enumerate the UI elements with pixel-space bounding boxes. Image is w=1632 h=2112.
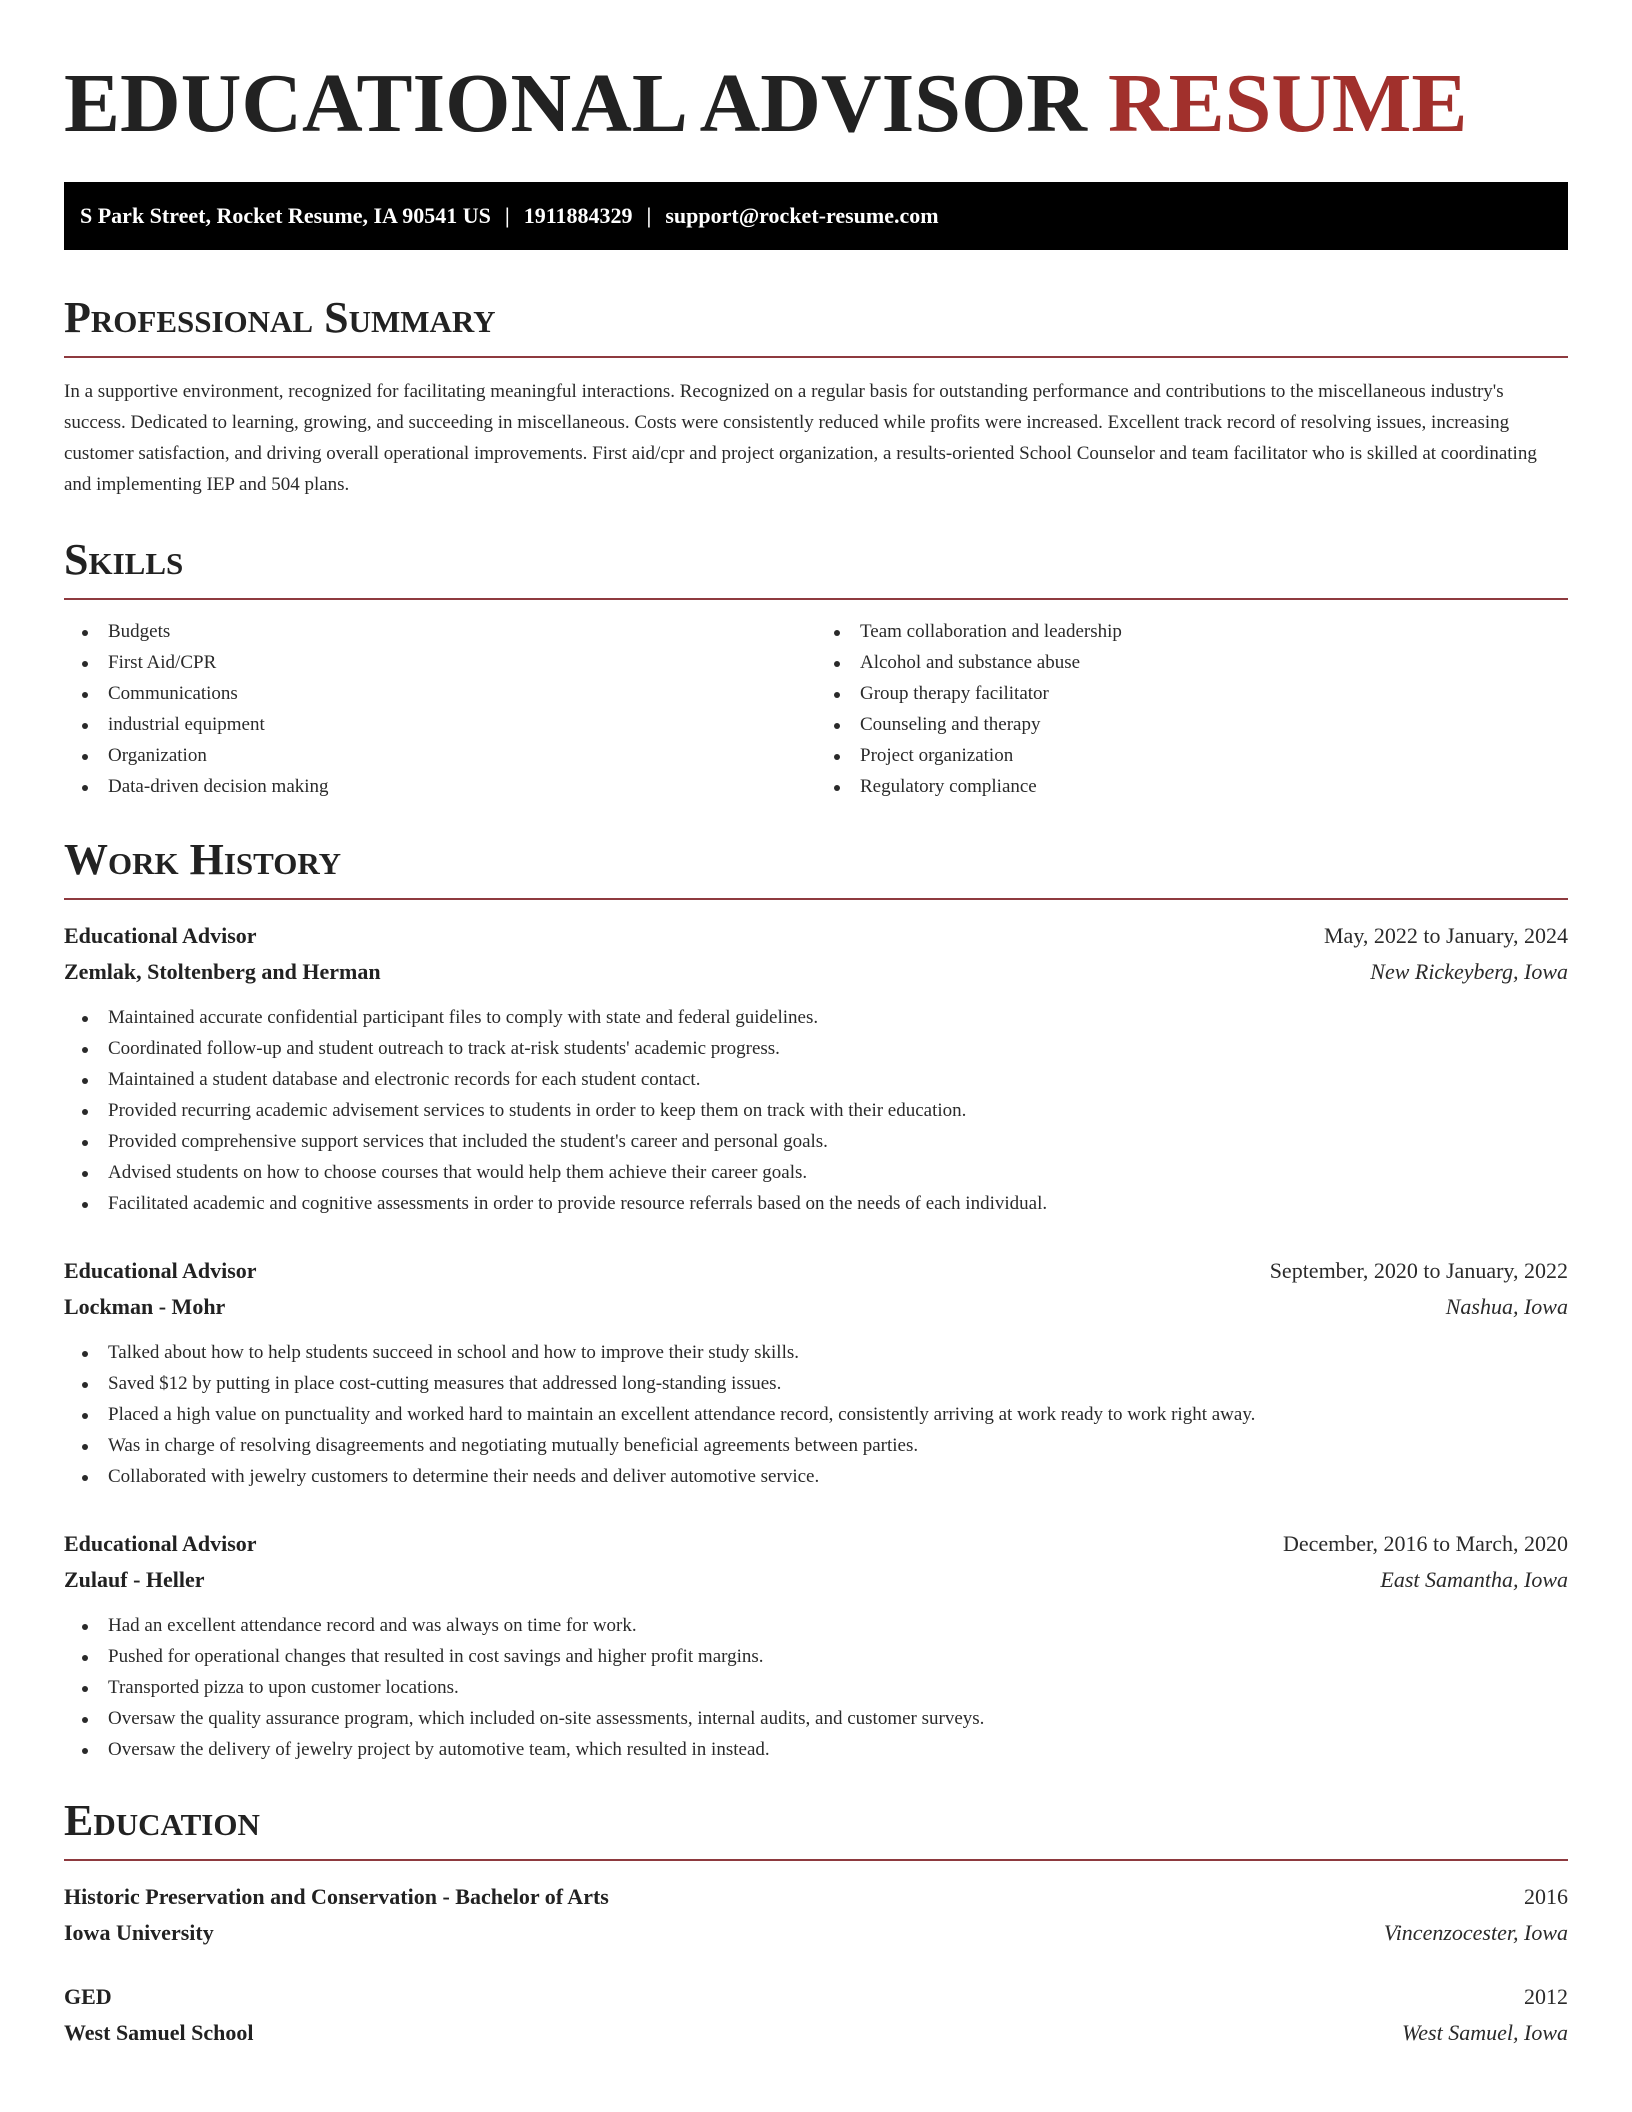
- job-entry: [64, 1526, 1568, 1765]
- skills-list-left: [64, 616, 816, 802]
- job-title: Educational Advisor: [64, 1258, 257, 1283]
- job-company: Lockman - Mohr: [64, 1294, 226, 1319]
- contact-bar: [64, 182, 1568, 250]
- job-location: New Rickeyberg, Iowa: [1370, 959, 1568, 984]
- job-dates: May, 2022 to January, 2024: [1324, 923, 1568, 948]
- job-duty: Maintained a student database and electronic records for each student contact.: [80, 1064, 1568, 1095]
- job-title: Educational Advisor: [64, 1531, 257, 1556]
- education-degree: GED: [64, 1984, 112, 2009]
- job-title: Educational Advisor: [64, 923, 257, 948]
- job-title-row: [64, 1526, 1568, 1562]
- skill-item: Team collaboration and leadership: [832, 616, 1568, 647]
- skills-heading: Skills: [64, 536, 1568, 600]
- education-school: West Samuel School: [64, 2020, 254, 2045]
- job-dates: December, 2016 to March, 2020: [1282, 1531, 1568, 1556]
- skill-item: industrial equipment: [80, 709, 816, 740]
- job-duty: Facilitated academic and cognitive assessments in order to provide resource referrals based on the needs of each individual.: [80, 1188, 1568, 1219]
- education-school-row: [64, 1915, 1568, 1951]
- contact-address: S Park Street, Rocket Resume, IA 90541 US: [80, 203, 491, 228]
- job-duty: Talked about how to help students succeed in school and how to improve their study skills.: [80, 1337, 1568, 1368]
- skills-list-right: [816, 616, 1568, 802]
- job-duties: [64, 1002, 1568, 1219]
- skill-item: First Aid/CPR: [80, 647, 816, 678]
- education-heading: Education: [64, 1797, 1568, 1861]
- job-company: Zulauf - Heller: [64, 1567, 205, 1592]
- education-section: [64, 1797, 1568, 2051]
- job-duty: Had an excellent attendance record and was always on time for work.: [80, 1610, 1568, 1641]
- skill-item: Budgets: [80, 616, 816, 647]
- skills-section: [64, 536, 1568, 802]
- job-duty: Saved $12 by putting in place cost-cutting measures that addressed long-standing issues.: [80, 1368, 1568, 1399]
- job-location: Nashua, Iowa: [1445, 1294, 1568, 1319]
- job-company: Zemlak, Stoltenberg and Herman: [64, 959, 381, 984]
- summary-heading: Professional Summary: [64, 294, 1568, 358]
- education-year: 2016: [1524, 1884, 1568, 1909]
- title-accent: RESUME: [1107, 57, 1468, 150]
- summary-text: In a supportive environment, recognized for facilitating meaningful interactions. Recognized on a regular basis for outstanding performance and contributions to the miscellaneous industry's success. Dedicated to learning, growing, and succeeding in miscellaneous. Costs were consistently reduced while profits were increased. Excellent track record of resolving issues, increasing customer satisfaction, and driving overall operational improvements. First aid/cpr and project organization, a results-oriented School Counselor and team facilitator who is skilled at coordinating and implementing IEP and 504 plans.: [64, 381, 1537, 495]
- job-duty: Provided comprehensive support services that included the student's career and personal goals.: [80, 1126, 1568, 1157]
- job-company-row: [64, 1562, 1568, 1598]
- job-duties: [64, 1337, 1568, 1492]
- skill-item: Organization: [80, 740, 816, 771]
- contact-separator: |: [504, 203, 510, 228]
- education-entry: [64, 1979, 1568, 2051]
- job-company-row: [64, 954, 1568, 990]
- skill-item: Group therapy facilitator: [832, 678, 1568, 709]
- education-degree: Historic Preservation and Conservation - Bachelor of Arts: [64, 1884, 609, 1909]
- education-school: Iowa University: [64, 1920, 214, 1945]
- job-duty: Advised students on how to choose courses that would help them achieve their career goals.: [80, 1157, 1568, 1188]
- job-duty: Oversaw the delivery of jewelry project by automotive team, which resulted in instead.: [80, 1734, 1568, 1765]
- skill-item: Data-driven decision making: [80, 771, 816, 802]
- contact-separator: |: [646, 203, 652, 228]
- contact-phone: 1911884329: [523, 203, 633, 228]
- job-duty: Was in charge of resolving disagreements and negotiating mutually beneficial agreements between parties.: [80, 1430, 1568, 1461]
- job-entry: [64, 1253, 1568, 1492]
- skill-item: Counseling and therapy: [832, 709, 1568, 740]
- job-title-row: [64, 1253, 1568, 1289]
- job-dates: September, 2020 to January, 2022: [1269, 1258, 1568, 1283]
- skill-item: Communications: [80, 678, 816, 709]
- job-title-row: [64, 918, 1568, 954]
- education-year: 2012: [1524, 1984, 1568, 2009]
- job-duty: Provided recurring academic advisement services to students in order to keep them on track with their education.: [80, 1095, 1568, 1126]
- job-location: East Samantha, Iowa: [1380, 1567, 1568, 1592]
- job-duty: Oversaw the quality assurance program, which included on-site assessments, internal audits, and customer surveys.: [80, 1703, 1568, 1734]
- job-company-row: [64, 1289, 1568, 1325]
- skill-item: Project organization: [832, 740, 1568, 771]
- job-duty: Transported pizza to upon customer locations.: [80, 1672, 1568, 1703]
- summary-section: [64, 294, 1568, 500]
- title-main: EDUCATIONAL ADVISOR: [64, 57, 1087, 150]
- skill-item: Regulatory compliance: [832, 771, 1568, 802]
- job-duty: Pushed for operational changes that resulted in cost savings and higher profit margins.: [80, 1641, 1568, 1672]
- work-history-section: [64, 836, 1568, 1765]
- resume-title: [64, 52, 1568, 156]
- job-duty: Collaborated with jewelry customers to determine their needs and deliver automotive service.: [80, 1461, 1568, 1492]
- job-duty: Placed a high value on punctuality and worked hard to maintain an excellent attendance record, consistently arriving at work ready to work right away.: [80, 1399, 1568, 1430]
- education-entry: [64, 1879, 1568, 1951]
- job-duty: Coordinated follow-up and student outreach to track at-risk students' academic progress.: [80, 1033, 1568, 1064]
- education-degree-row: [64, 1879, 1568, 1915]
- education-location: West Samuel, Iowa: [1401, 2020, 1568, 2045]
- job-duties: [64, 1610, 1568, 1765]
- work-history-heading: Work History: [64, 836, 1568, 900]
- job-duty: Maintained accurate confidential participant files to comply with state and federal guidelines.: [80, 1002, 1568, 1033]
- job-entry: [64, 918, 1568, 1219]
- skills-columns: [64, 616, 1568, 802]
- education-degree-row: [64, 1979, 1568, 2015]
- education-location: Vincenzocester, Iowa: [1383, 1920, 1568, 1945]
- contact-email[interactable]: support@rocket-resume.com: [665, 203, 939, 228]
- skill-item: Alcohol and substance abuse: [832, 647, 1568, 678]
- education-school-row: [64, 2015, 1568, 2051]
